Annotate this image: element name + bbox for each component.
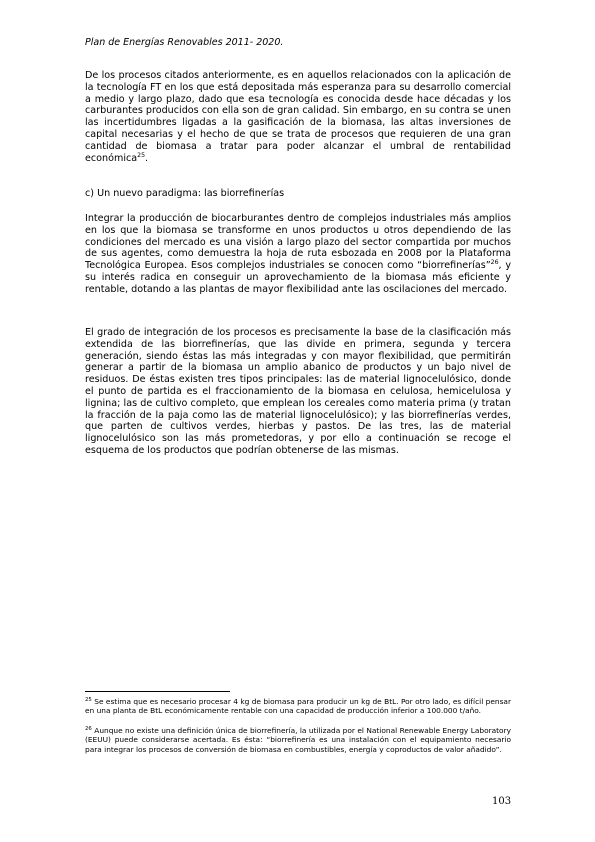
footnote-separator (85, 691, 230, 692)
footnote-26 (85, 726, 511, 754)
paragraph-ft-technology (85, 70, 511, 164)
paragraph-text: De los procesos citados anteriormente, es en aquellos relacionados con la aplicación de la tecnología FT en los que está depositada más esperanza para su desarrollo comercial a medio y largo plazo, dado que esa tecnología es conocida desde hace décadas y los carburantes producidos con ella son de gran calidad. Sin embargo, en su contra se unen las incertidumbres ligadas a la gasificación de la biomasa, las altas inversiones de capital necesarias y el hecho de que se trata de procesos que requieren de una gran cantidad de biomasa a tratar para poder alcanzar el umbral de rentabilidad económica (85, 70, 511, 164)
footnote-text: Se estima que es necesario procesar 4 kg de biomasa para producir un kg de BtL. Por otro lado, es difícil pensar en una planta de BtL económicamente rentable con una capacidad de producción inferior a 100.000 t/año. (85, 697, 511, 716)
footnote-text: Aunque no existe una definición única de biorrefinería, la utilizada por el National Renewable Energy Laboratory (EEUU) puede considerarse acertada. Es ésta: “biorrefinería es una instalación con el equipamiento necesario para integrar los procesos de conversión de biomasa en combustibles, energía y coproductos de valor añadido”. (85, 726, 511, 754)
page-number: 103 (492, 796, 512, 807)
footnote-25 (85, 697, 511, 716)
paragraph-biorefineries-classification: El grado de integración de los procesos es precisamente la base de la clasificación más extendida de las biorrefinerías, que las divide en primera, segunda y tercera generación, siendo éstas las más integradas y con mayor flexibilidad, que permitirán generar a partir de la biomasa un amplio abanico de productos y un bajo nivel de residuos. De éstas existen tres tipos principales: las de material lignocelulósico, donde el punto de partida es el fraccionamiento de la biomasa en celulosa, hemicelulosa y lignina; las de cultivo completo, que emplean los cereales como materia prima (y tratan la fracción de la paja como las de material lignocelulósico); y las biorrefinerías verdes, que parten de cultivos verdes, hierbas y pastos. De las tres, las de material lignocelulósico son las más prometedoras, y por ello a continuación se recoge el esquema de los productos que podrían obtenerse de las mismas. (85, 327, 511, 456)
section-heading: c) Un nuevo paradigma: las biorrefinerías (85, 188, 285, 199)
paragraph-biorefineries-intro (85, 213, 511, 296)
footnote-ref-25[interactable]: 25 (137, 151, 146, 159)
footnote-ref-26[interactable]: 26 (490, 259, 499, 267)
paragraph-text-b: , y su interés radica en conseguir un aprovechamiento de la biomasa más eficiente y rentable, dotando a las plantas de mayor flexibilidad ante las oscilaciones del mercado. (85, 260, 511, 295)
running-header: Plan de Energías Renovables 2011- 2020. (85, 37, 284, 48)
footnote-number: 25 (85, 697, 92, 703)
footnote-number: 26 (85, 726, 92, 732)
paragraph-end: . (145, 152, 149, 164)
paragraph-text-a: Integrar la producción de biocarburantes dentro de complejos industriales más amplios en los que la biomasa se transforme en unos productos u otros dependiendo de las condiciones del mercado es una visión a largo plazo del sector compartida por muchos de sus agentes, como demuestra la hoja de ruta esbozada en 2008 por la Plataforma Tecnológica Europea. Esos complejos industriales se conocen como “biorrefinerías” (85, 213, 511, 272)
